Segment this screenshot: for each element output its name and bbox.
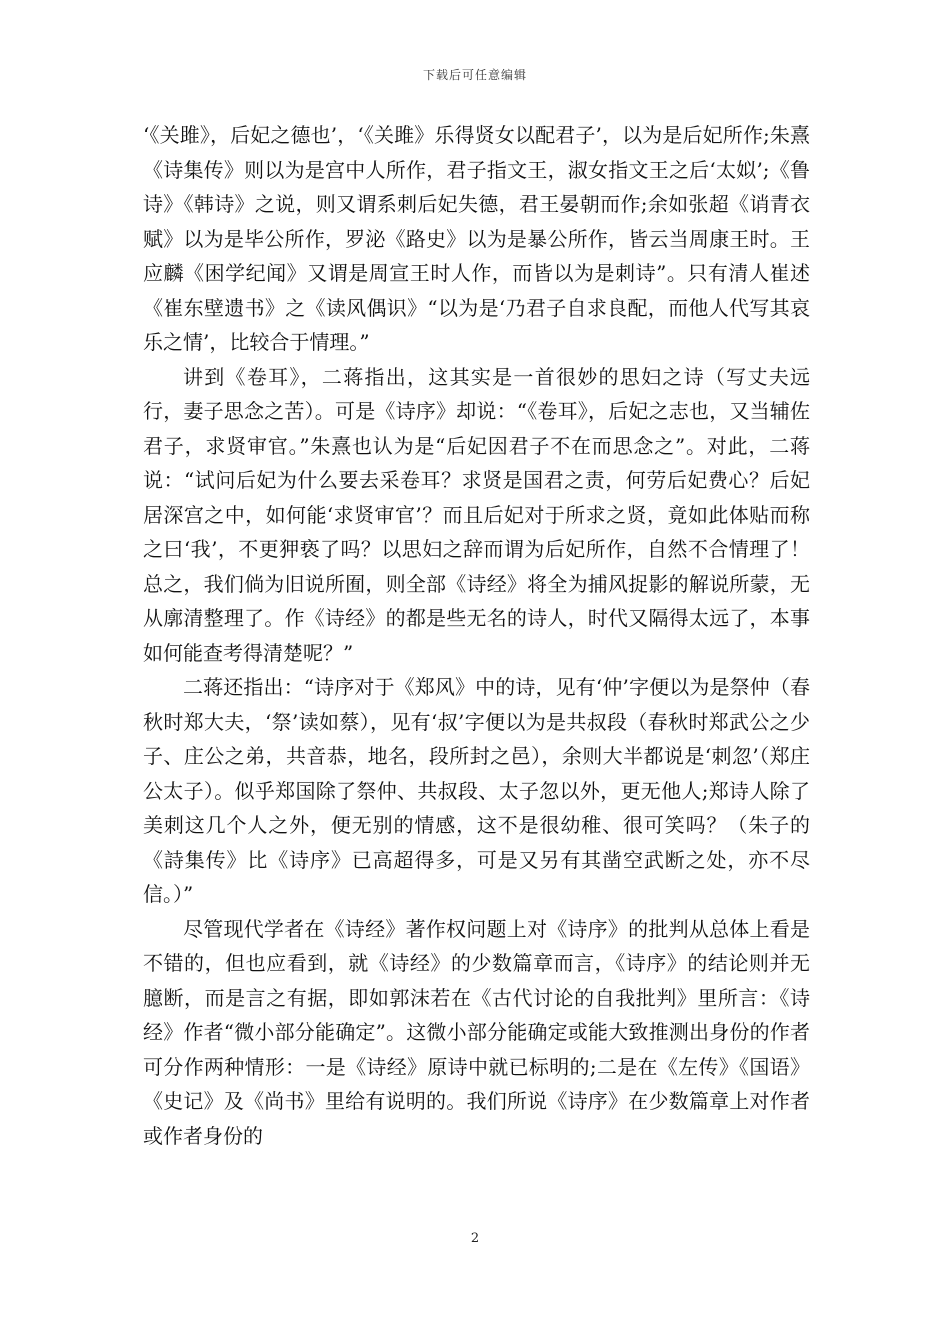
paragraph-1: ‘《关雎》，后妃之德也’，‘《关雎》乐得贤女以配君子’，以为是后妃所作;朱熹《诗集传》则以为是宫中人所作，君子指文王，淑女指文王之后‘太姒’;《鲁诗》《韩诗》之说，则又谓系刺后妃失德，君王晏朝而作;余如张超《诮青衣赋》以为是毕公所作，罗泌《路史》以为是暴公所作，皆云当周康王时。王应麟《困学纪闻》又谓是周宣王时人作，而皆以为是刺诗”。只有清人崔述《崔东壁遗书》之《读风偶识》“以为是‘乃君子自求良配，而他人代写其哀乐之情’，比较合于情理。” <box>143 123 810 354</box>
paragraph-3: 二蒋还指出：“诗序对于《郑风》中的诗，见有‘仲’字便以为是祭仲（春秋时郑大夫，‘祭’读如蔡），见有‘叔’字便以为是共叔段（春秋时郑武公之少子、庄公之弟，共音恭，地名，段所封之邑），余则大半都说是‘刺忽’（郑庄公太子）。似乎郑国除了祭仲、共叔段、太子忽以外，更无他人;郑诗人除了美刺这几个人之外，便无别的情感，这不是很幼稚、很可笑吗？（朱子的《詩集传》比《诗序》已高超得多，可是又另有其凿空武断之处，亦不尽信。）” <box>143 675 810 906</box>
paragraph-4: 尽管现代学者在《诗经》著作权问题上对《诗序》的批判从总体上看是不错的，但也应看到，就《诗经》的少数篇章而言，《诗序》的结论则并无臆断，而是言之有据，即如郭沫若在《古代讨论的自我批判》里所言：《诗经》作者“微小部分能确定”。这微小部分能确定或能大致推测出身份的作者可分作两种情形：一是《诗经》原诗中就已标明的;二是在《左传》《国语》《史记》及《尚书》里给有说明的。我们所说《诗序》在少数篇章上对作者或作者身份的 <box>143 916 810 1148</box>
document-body <box>143 118 810 1153</box>
page-header: 下载后可任意编辑 <box>422 68 527 82</box>
paragraph-2: 讲到《卷耳》，二蒋指出，这其实是一首很妙的思妇之诗（写丈夫远行，妻子思念之苦）。可是《诗序》却说：“《卷耳》，后妃之志也，又当辅佐君子，求贤审官。”朱熹也认为是“后妃因君子不在而思念之”。对此，二蒋说：“试问后妃为什么要去采卷耳？求贤是国君之责，何劳后妃费心？后妃居深宫之中，如何能‘求贤审官’？而且后妃对于所求之贤，竟如此体贴而称之曰‘我’，不更狎亵了吗？以思妇之辞而谓为后妃所作，自然不合情理了！总之，我们倘为旧说所囿，则全部《诗经》将全为捕风捉影的解说所蒙，无从廓清整理了。作《诗经》的都是些无名的诗人，时代又隔得太远了，本事如何能查考得清楚呢？” <box>143 364 810 665</box>
page-number: 2 <box>470 1231 480 1246</box>
